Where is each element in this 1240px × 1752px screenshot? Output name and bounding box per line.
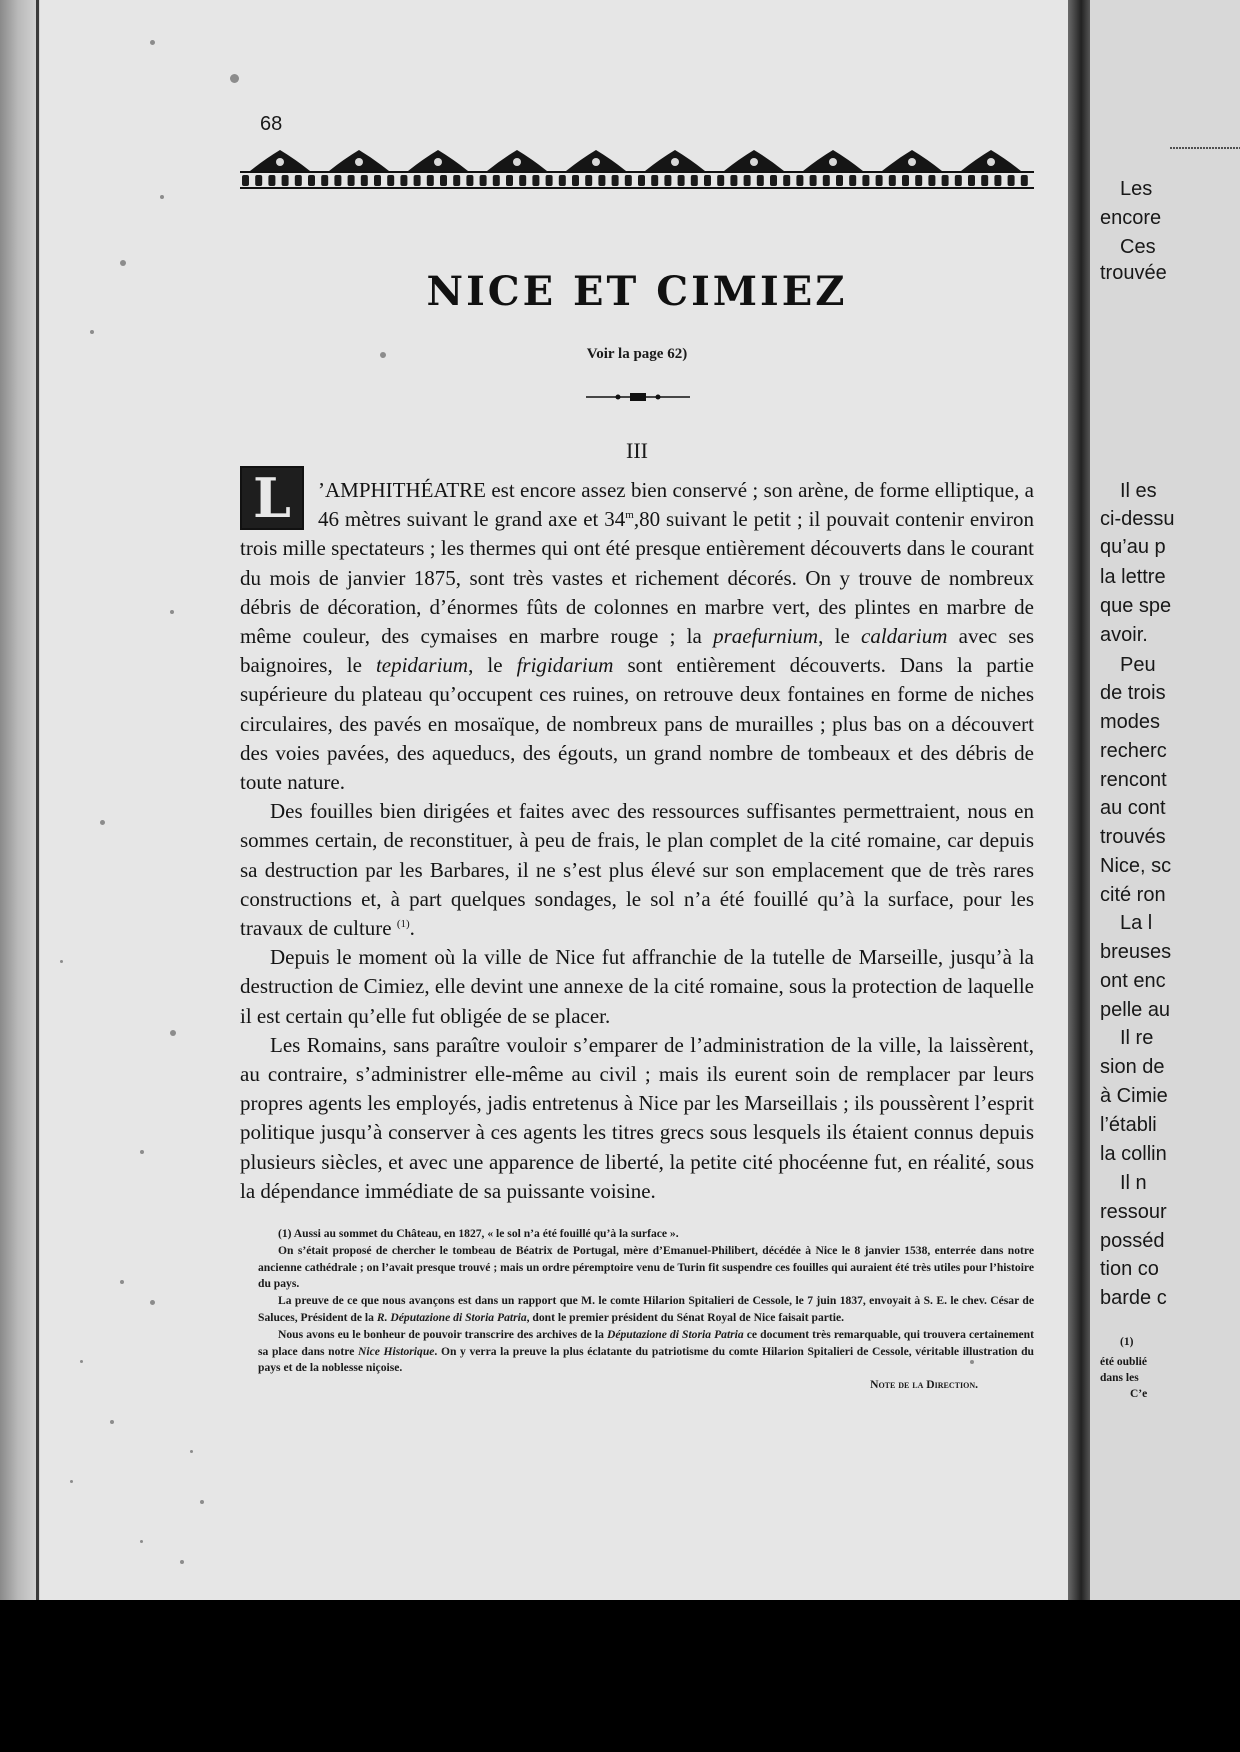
ornament-bead [796,175,803,186]
ornament-arch-eye [908,158,916,166]
ornament-bead [730,175,737,186]
ornament-bead [981,175,988,186]
scan-bottom-margin [0,1600,1240,1752]
right-page-line: à Cimie [1100,1085,1168,1107]
ornament-bead [757,175,764,186]
scan-speck [150,1300,155,1305]
footnote-1: (1) Aussi au sommet du Château, en 1827, « le sol n’a été fouillé qu’à la surface ». [278,1227,679,1240]
scan-speck [90,330,94,334]
ornament-bead [651,175,658,186]
ornament-bead [625,175,632,186]
article-title: NICE ET CIMIEZ [426,268,848,315]
ornament-arch-eye [592,158,600,166]
ornament-bead [493,175,500,186]
page-number: 68 [260,113,283,135]
ornament-bead [704,175,711,186]
ornament-bead [440,175,447,186]
right-page-line: avoir. [1100,624,1148,646]
ornament-bead [361,175,368,186]
ornament-bead [928,175,935,186]
ornament-bead [453,175,460,186]
ornament-bead [242,175,249,186]
scan-speck [120,260,126,266]
right-page-line: cité ron [1100,884,1166,906]
scan-speck [150,40,155,45]
header-ornament-band [240,147,1034,191]
right-page-line: Les [1120,178,1153,200]
right-page-line: Nice, sc [1100,855,1172,877]
ornament-bead [308,175,315,186]
ornament-arch-eye [513,158,521,166]
ornament-bead [849,175,856,186]
scan-speck [190,1450,193,1453]
left-binding-rule [36,0,39,1600]
ornament-bead [321,175,328,186]
ornament-bead [374,175,381,186]
ornament-arch-eye [671,158,679,166]
right-page-line: Il es [1120,480,1157,502]
scan-speck [380,352,386,358]
ornament-bead [955,175,962,186]
right-page-line: tion co [1100,1258,1159,1280]
scan-speck [60,960,63,963]
ornament-arch-eye [750,158,758,166]
ornament-bead [559,175,566,186]
ornament-bead [348,175,355,186]
ornament-bead [295,175,302,186]
ornament-bead [876,175,883,186]
right-page-line: barde c [1100,1287,1167,1309]
right-page-line: Il n [1120,1172,1147,1194]
right-page-line: trouvés [1100,826,1166,848]
ornament-bead [1021,175,1028,186]
scan-speck [140,1540,143,1543]
scan-speck [80,1360,83,1363]
ornament-arch-eye [829,158,837,166]
ornament-bead [480,175,487,186]
ornament-bead [810,175,817,186]
ornament-bead [902,175,909,186]
right-page-line: qu’au p [1100,536,1166,558]
ornament-bead [968,175,975,186]
right-page-line: recherc [1100,740,1167,762]
right-page-line: sion de [1100,1056,1165,1078]
ornament-bead [783,175,790,186]
left-binding-edge [0,0,40,1600]
right-page-line: trouvée [1100,262,1167,284]
ornament-bead [678,175,685,186]
drop-cap-letter: L [253,466,291,530]
ornament-bead [506,175,513,186]
scan-speck [180,1560,184,1564]
body-paragraph-4: Les Romains, sans paraître vouloir s’emparer de l’administration de la ville, la laissèrent, au contraire, s’administrer elle-même au civil ; mais ils eurent soin de remplacer par leurs propres agents les employés, jadis entretenus à Nice par les Marseillais ; ils poussèrent l’esprit politique jusqu’à conserver à ces agents les titres grecs sous lesquels ils étaient connus depuis plusieurs siècles, et avec une apparence de liberté, la petite cité phocéenne fut, en réalité, sous la dépendance immédiate de sa puissante voisine. [240,1032,1034,1203]
scan-speck [140,1150,144,1154]
ornament-bead [400,175,407,186]
right-page-line: Il re [1120,1027,1154,1049]
ornament-bead [770,175,777,186]
ornament-arch-eye [276,158,284,166]
ornament-bead [546,175,553,186]
ornament-bead [744,175,751,186]
lead-word: ’AMPHITHÉATRE [318,478,486,502]
article-body [240,476,1034,1206]
footnote-4: Nous avons eu le bonheur de pouvoir transcrire des archives de la Députazione di Storia Patria ce document très remarquable, qui trouvera certainement sa place dans notre Nice Historique. On y verra la preuve la plus éclatante du patriotisme du comte Hilarion Spitalieri de Cessole, véritable illustration du pays et de la noblesse niçoise. [258,1327,1034,1375]
ornament-arch-eye [355,158,363,166]
right-page-line: de trois [1100,682,1166,704]
ornament-bead [717,175,724,186]
ornament-bead [1008,175,1015,186]
scan-speck [120,1280,124,1284]
right-page-fragment [1090,0,1240,1600]
ornament-bead [598,175,605,186]
scan-speck [160,195,164,199]
right-page-footnote-line: (1) [1120,1336,1134,1348]
ornament-bead [585,175,592,186]
ornament-bead [519,175,526,186]
ornament-bead [691,175,698,186]
ornament-bead [466,175,473,186]
ornament-bead [427,175,434,186]
ornament-bead [572,175,579,186]
ornament-bead [414,175,421,186]
title-separator-ornament [586,390,690,404]
article-subtitle: Voir la page 62) [586,346,688,362]
footnote-reference: (1) [396,918,410,931]
body-paragraph-2: Des fouilles bien dirigées et faites avec des ressources suffisantes permettraient, nous en sommes certain, de reconstituer, à peu de frais, le plan complet de la cité romaine, car depuis sa destruction par les Barbares, il ne s’est plus élevé sur son emplacement que de très rares constructions et, à part quelques sondages, le sol n’a été fouillé qu’à la surface, pour les travaux de culture $^{(1)}$. [240,799,1034,941]
right-page-line: au cont [1100,797,1166,819]
right-page-line: l’établi [1100,1114,1157,1136]
right-page-line: la lettre [1100,566,1166,588]
scan-speck [100,820,105,825]
ornament-bead [994,175,1001,186]
ornament-beads [242,175,1028,186]
right-page-footnote-line: C’e [1130,1388,1148,1400]
scan-speck [70,1480,73,1483]
ornament-bead [282,175,289,186]
ornament-bead [889,175,896,186]
right-page-line: encore [1100,207,1162,229]
ornament-arches [250,150,1021,171]
ornament-bead [638,175,645,186]
footnote-2: On s’était proposé de chercher le tombeau de Béatrix de Portugal, mère d’Emanuel-Philibert, décédée à Nice le 8 janvier 1538, enterrée dans notre ancienne cathédrale ; on l’avait presque trouvé ; mais un ordre péremptoire venu de Turin fit suspendre ces fouilles qui auraient été très utiles pour l’histoire du pays. [258,1243,1034,1291]
book-gutter [1068,0,1090,1600]
ornament-arch-eye [434,158,442,166]
body-paragraph-1: ’AMPHITHÉATRE est encore assez bien conservé ; son arène, de forme elliptique, a 46 mètres suivant le grand axe et 34$^m$,80 suivant le petit ; il pouvait contenir environ trois mille spectateurs ; les thermes qui ont été presque entièrement découverts dans le courant du mois de janvier 1875, sont très vastes et richement décorés. On y trouve de nombreux débris de décoration, d’énormes fûts de colonnes en marbre vert, des plintes en marbre de même couleur, des cymaises en marbre rouge ; la praefurnium, le caldarium avec ses baignoires, le tepidarium, le frigidarium sont entièrement découverts. Dans la partie supérieure du plateau qu’occupent ces ruines, on retrouve deux fontaines en forme de niches circulaires, des pavés en mosaïque, de nombreux pans de murailles ; plus bas on a découvert des voies pavées, des aqueducs, des égouts, un grand nombre de tombeaux et des débris de toute nature. [240,478,1035,795]
ornament-bead [387,175,394,186]
ornament-bead [268,175,275,186]
scan-speck [110,1420,114,1424]
ornament-bead [334,175,341,186]
scan-speck [970,1360,974,1364]
ornament-bead [862,175,869,186]
right-page-line: la collin [1100,1143,1167,1165]
right-page-line: posséd [1100,1230,1165,1252]
footnote-3: La preuve de ce que nous avançons est dans un rapport que M. le comte Hilarion Spitalieri de Cessole, le 7 juin 1837, envoyait à S. E. le chev. César de Saluces, Président de la R. Députazione di Storia Patria, dont le premier président du Sénat Royal de Nice faisait partie. [258,1294,1034,1324]
right-page-line: modes [1100,711,1161,733]
scan-speck [230,74,239,83]
right-page-line: rencont [1100,769,1167,791]
right-page-line: Ces [1120,236,1156,258]
section-number: III [626,438,648,463]
right-page-footnote-line: été oublié [1100,1356,1147,1368]
footnotes [258,1226,1034,1394]
right-page-footnote-line: dans les [1100,1372,1139,1384]
ornament-bead [255,175,262,186]
ornament-bead [612,175,619,186]
right-page-line: pelle au [1100,999,1171,1021]
right-page-line: que spe [1100,595,1172,617]
right-page-line: ressour [1100,1201,1167,1223]
ornament-bead [836,175,843,186]
scan-speck [200,1500,204,1504]
ornament-arch-eye [987,158,995,166]
right-page-line: La l [1120,912,1153,934]
right-page-line: ont enc [1100,970,1166,992]
right-page-line: ci-dessu [1100,508,1175,530]
right-page-line: Peu [1120,654,1156,676]
ornament-bead [532,175,539,186]
scan-speck [170,1030,176,1036]
footnote-signoff: Note de la Direction. [870,1378,978,1392]
ornament-bead [915,175,922,186]
ornament-bead [942,175,949,186]
right-page-line: breuses [1100,941,1172,963]
right-page-top-rule [1170,146,1240,150]
ornament-bead [823,175,830,186]
ornament-bead [664,175,671,186]
body-paragraph-3: Depuis le moment où la ville de Nice fut affranchie de la tutelle de Marseille, jusqu’à la destruction de Cimiez, elle devint une annexe de la cité romaine, sous la protection de laquelle il est certain qu’elle fut obligée de se placer. [240,945,1034,1028]
scan-speck [170,610,174,614]
